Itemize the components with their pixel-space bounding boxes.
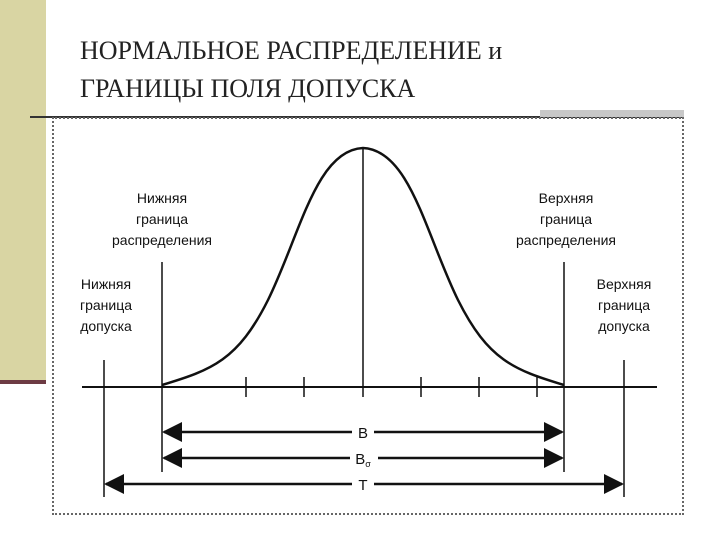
lower-tolerance-label-line-1: Нижняя bbox=[80, 276, 132, 292]
dimension-label-b-sigma-sub: σ bbox=[365, 459, 371, 469]
dimension-label-b: B bbox=[357, 425, 369, 442]
upper-distribution-label bbox=[496, 188, 636, 251]
lower-tolerance-label bbox=[60, 274, 152, 337]
dimension-label-t: T bbox=[358, 477, 368, 494]
lower-distribution-label bbox=[92, 188, 232, 251]
lower-distribution-label-line-1: Нижняя bbox=[136, 190, 188, 206]
title-line-2: ГРАНИЦЫ ПОЛЯ ДОПУСКА bbox=[80, 74, 416, 103]
lower-distribution-label-line-2: граница bbox=[135, 211, 189, 227]
upper-tolerance-label-line-2: граница bbox=[597, 297, 651, 313]
dimension-label-b-sigma-main: B bbox=[355, 451, 366, 468]
upper-tolerance-label bbox=[576, 274, 672, 337]
lower-tolerance-label-line-2: граница bbox=[79, 297, 133, 313]
upper-distribution-label-line-2: граница bbox=[539, 211, 593, 227]
upper-tolerance-label-line-3: допуска bbox=[598, 318, 650, 334]
lower-tolerance-label-line-3: допуска bbox=[80, 318, 132, 334]
title-line-1: НОРМАЛЬНОЕ РАСПРЕДЕЛЕНИЕ и bbox=[80, 36, 503, 65]
upper-distribution-label-line-1: Верхняя bbox=[538, 190, 594, 206]
upper-tolerance-label-line-1: Верхняя bbox=[596, 276, 652, 292]
upper-distribution-label-line-3: распределения bbox=[516, 232, 616, 248]
lower-distribution-label-line-3: распределения bbox=[112, 232, 212, 248]
